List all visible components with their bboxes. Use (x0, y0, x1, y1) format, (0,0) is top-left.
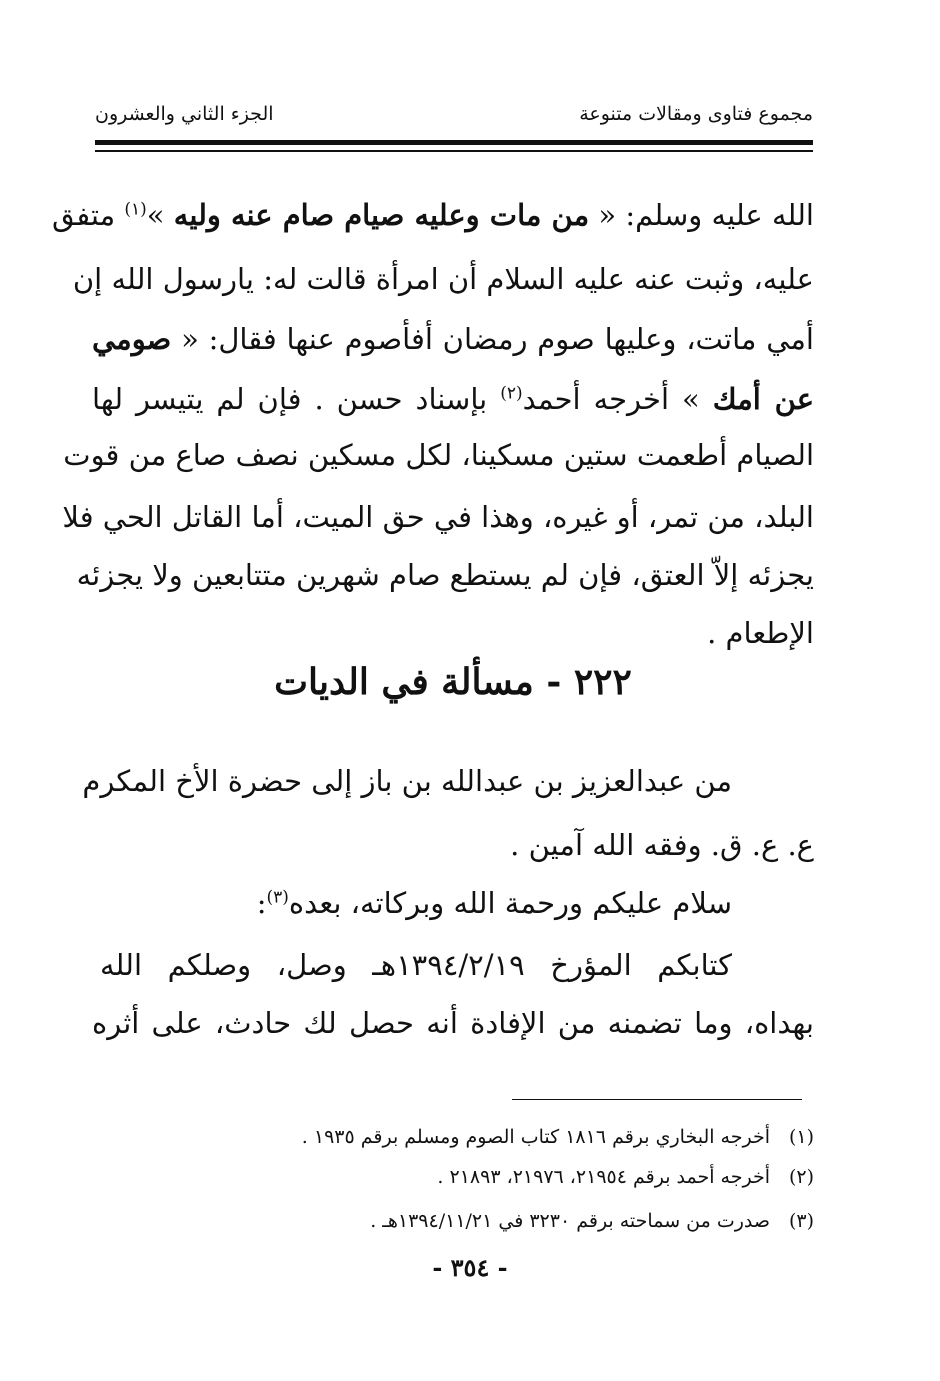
footnote-ref-1: (١) (124, 199, 147, 220)
letter-line-2: ع. ع. ق. وفقه الله آمين . (510, 828, 814, 862)
book-title: مجموع فتاوى ومقالات متنوعة (579, 103, 813, 125)
body-line-5: الصيام أطعمت ستين مسكينا، لكل مسكين نصف صاع من قوت (63, 438, 814, 472)
body-line-4: عن أمك » أخرجه أحمد$^{(٢)}$ بإسناد حسن . فإن لم يتيسر لها (92, 382, 815, 416)
footnote-text: أخرجه أحمد برقم ٢١٩٥٤، ٢١٩٧٦، ٢١٨٩٣ . (437, 1166, 770, 1188)
hadith-quote-2a: صومي (92, 322, 172, 356)
running-head (95, 103, 813, 133)
header-rule-thin (95, 150, 813, 152)
body-line-1: الله عليه وسلم: « من مات وعليه صيام صام عنه وليه »$^{(١)}$ متفق (52, 198, 814, 232)
footnote-number: (١) (788, 1126, 814, 1148)
footnote-number: (٢) (788, 1166, 814, 1188)
footnote-ref-2: (٢) (500, 383, 523, 404)
letter-line-1: من عبدالعزيز بن عبدالله بن باز إلى حضرة الأخ المكرم (82, 764, 732, 798)
letter-line-4: كتابكم المؤرخ ١٣٩٤/٢/١٩هـ وصل، وصلكم الله (100, 948, 732, 982)
body-line-6: البلد، من تمر، أو غيره، وهذا في حق الميت، أما القاتل الحي فلا (62, 500, 814, 534)
footnote-1 (150, 1120, 814, 1154)
footnote-number: (٣) (788, 1210, 814, 1232)
hadith-quote-2b: عن أمك (712, 382, 815, 416)
body-line-8: الإطعام . (707, 616, 814, 650)
footnote-separator (512, 1099, 802, 1100)
section-heading: ٢٢٢ - مسألة في الديات (274, 661, 632, 703)
header-rule-thick (95, 140, 813, 145)
footnote-text: صدرت من سماحته برقم ٣٢٣٠ في ١٣٩٤/١١/٢١هـ . (370, 1210, 770, 1232)
page-number: - ٣٥٤ - (432, 1253, 508, 1282)
footnote-ref-3: (٣) (266, 887, 289, 908)
letter-line-5: بهداه، وما تضمنه من الإفادة أنه حصل لك حادث، على أثره (92, 1006, 814, 1040)
body-line-7: يجزئه إلاّ العتق، فإن لم يستطع صام شهرين متتابعين ولا يجزئه (76, 558, 814, 592)
footnote-3 (150, 1204, 814, 1238)
body-line-2: عليه، وثبت عنه عليه السلام أن امرأة قالت له: يارسول الله إن (72, 262, 814, 296)
body-line-3: أمي ماتت، وعليها صوم رمضان أفأصوم عنها فقال: « صومي (92, 322, 814, 356)
letter-line-3: سلام عليكم ورحمة الله وبركاته، بعده$^{(٣)}$: (256, 886, 732, 920)
footnote-text: أخرجه البخاري برقم ١٨١٦ كتاب الصوم ومسلم برقم ١٩٣٥ . (301, 1126, 770, 1148)
footnote-2 (150, 1160, 814, 1194)
volume-title: الجزء الثاني والعشرون (95, 103, 274, 125)
hadith-quote: من مات وعليه صيام صام عنه وليه (173, 198, 590, 232)
